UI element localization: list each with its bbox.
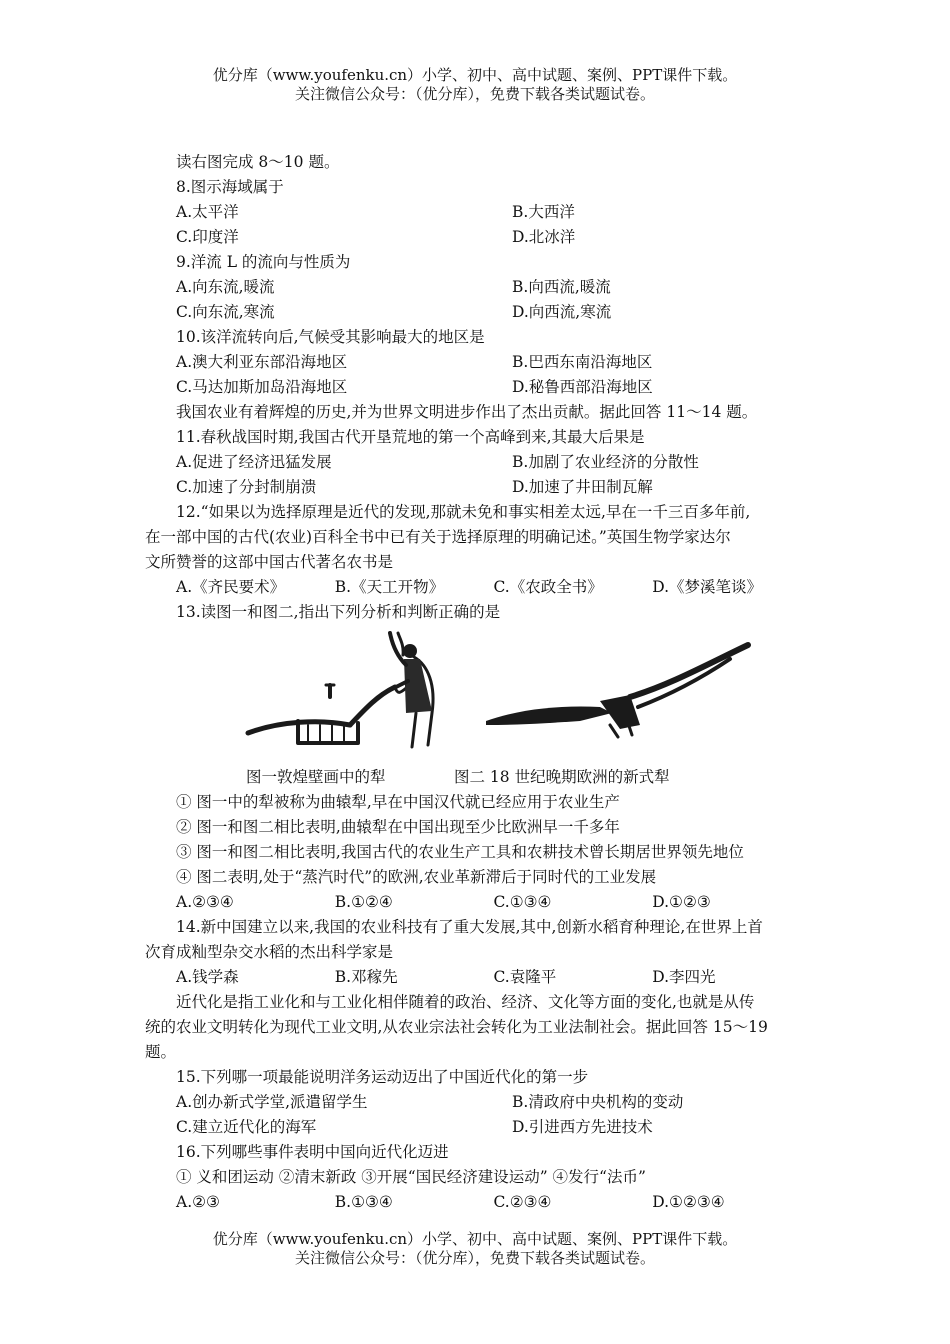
fig1-caption: 图一敦煌壁画中的犁 bbox=[246, 768, 386, 786]
q15-option-a: A.创办新式学堂,派遣留学生 bbox=[176, 1093, 368, 1111]
fig2-caption: 图二 18 世纪晚期欧洲的新式犁 bbox=[454, 768, 670, 786]
q14-option-c: C.袁隆平 bbox=[493, 968, 557, 986]
q13-captions bbox=[145, 765, 811, 790]
intro-15-19-line-2: 统的农业文明转化为现代工业文明,从农业宗法社会转化为工业法制社会。据此回答 15～19 bbox=[145, 1018, 768, 1036]
q14-line-1: 14.新中国建立以来,我国的农业科技有了重大发展,其中,创新水稻育种理论,在世界上首 bbox=[176, 918, 763, 936]
q16-options bbox=[145, 1190, 811, 1215]
q10-option-a: A.澳大利亚东部沿海地区 bbox=[176, 353, 348, 371]
q13-option-a: A.②③④ bbox=[176, 893, 234, 911]
q9-option-a: A.向东流,暖流 bbox=[176, 278, 275, 296]
intro-15-19-line-1: 近代化是指工业化和与工业化相伴随着的政治、经济、文化等方面的变化,也就是从传 bbox=[176, 993, 755, 1011]
ploughman-body-shape bbox=[404, 659, 432, 713]
q15-options-row1 bbox=[145, 1090, 811, 1115]
q8-stem: 8.图示海域属于 bbox=[176, 178, 284, 196]
q10-stem: 10.该洋流转向后,气候受其影响最大的地区是 bbox=[176, 328, 485, 346]
q16-option-d: D.①②③④ bbox=[652, 1193, 725, 1211]
intro-11-14: 我国农业有着辉煌的历史,并为世界文明进步作出了杰出贡献。据此回答 11～14 题。 bbox=[176, 403, 758, 421]
q8-option-b: B.大西洋 bbox=[512, 203, 575, 221]
plough-handle-2-shape bbox=[638, 659, 730, 707]
q13-option-b: B.①②④ bbox=[334, 893, 393, 911]
q13-statement-1: ① 图一中的犁被称为曲辕犁,早在中国汉代就已经应用于农业生产 bbox=[176, 793, 620, 811]
q9-option-b: B.向西流,暖流 bbox=[512, 278, 611, 296]
q11-options-row2 bbox=[145, 475, 811, 500]
q13-statement-4: ④ 图二表明,处于“蒸汽时代”的欧洲,农业革新滞后于同时代的工业发展 bbox=[176, 868, 657, 886]
q14-line-2: 次育成籼型杂交水稻的杰出科学家是 bbox=[145, 943, 394, 961]
exam-content bbox=[145, 150, 811, 1215]
q11-options-row1 bbox=[145, 450, 811, 475]
q8-options-row2 bbox=[145, 225, 811, 250]
q13-options bbox=[145, 890, 811, 915]
q13-statement-3: ③ 图一和图二相比表明,我国古代的农业生产工具和农耕技术曾长期居世界领先地位 bbox=[176, 843, 744, 861]
q11-option-c: C.加速了分封制崩溃 bbox=[176, 478, 317, 496]
footer-line-2: 关注微信公众号：（优分库），免费下载各类试题试卷。 bbox=[294, 1249, 655, 1267]
q9-option-d: D.向西流,寒流 bbox=[512, 303, 612, 321]
header-line-1: 优分库（www.youfenku.cn）小学、初中、高中试题、案例、PPT课件下载。 bbox=[212, 66, 738, 84]
q11-option-a: A.促进了经济迅猛发展 bbox=[176, 453, 332, 471]
q15-stem: 15.下列哪一项最能说明洋务运动迈出了中国近代化的第一步 bbox=[176, 1068, 589, 1086]
q12-line-3: 文所赞誉的这部中国古代著名农书是 bbox=[145, 553, 394, 571]
q12-options bbox=[145, 575, 811, 600]
q14-option-d: D.李四光 bbox=[652, 968, 716, 986]
q11-option-d: D.加速了井田制瓦解 bbox=[512, 478, 653, 496]
q13-option-c: C.①③④ bbox=[493, 893, 552, 911]
q10-options-row2 bbox=[145, 375, 811, 400]
q10-option-d: D.秘鲁西部沿海地区 bbox=[512, 378, 653, 396]
ploughman-head-shape bbox=[403, 644, 417, 658]
q16-option-c: C.②③④ bbox=[493, 1193, 552, 1211]
q10-option-b: B.巴西东南沿海地区 bbox=[512, 353, 653, 371]
q9-options-row1 bbox=[145, 275, 811, 300]
q14-option-b: B.邓稼先 bbox=[334, 968, 398, 986]
q8-option-d: D.北冰洋 bbox=[512, 228, 576, 246]
q9-option-c: C.向东流,寒流 bbox=[176, 303, 275, 321]
q13-option-d: D.①②③ bbox=[652, 893, 711, 911]
page-header bbox=[0, 66, 950, 104]
q8-options-row1 bbox=[145, 200, 811, 225]
q12-option-d: D.《梦溪笔谈》 bbox=[652, 578, 763, 596]
q15-options-row2 bbox=[145, 1115, 811, 1140]
q15-option-b: B.清政府中央机构的变动 bbox=[512, 1093, 684, 1111]
q10-option-c: C.马达加斯加岛沿海地区 bbox=[176, 378, 348, 396]
q9-options-row2 bbox=[145, 300, 811, 325]
q13-stem: 13.读图一和图二,指出下列分析和判断正确的是 bbox=[176, 603, 501, 621]
q12-option-b: B.《天工开物》 bbox=[334, 578, 445, 596]
footer-line-1: 优分库（www.youfenku.cn）小学、初中、高中试题、案例、PPT课件下载。 bbox=[212, 1230, 738, 1248]
q8-option-a: A.太平洋 bbox=[176, 203, 239, 221]
q13-statement-2: ② 图一和图二相比表明,曲辕犁在中国出现至少比欧洲早一千多年 bbox=[176, 818, 620, 836]
q10-options-row1 bbox=[145, 350, 811, 375]
q12-option-a: A.《齐民要术》 bbox=[176, 578, 286, 596]
q12-line-2: 在一部中国的古代(农业)百科全书中已有关于选择原理的明确记述。”英国生物学家达尔 bbox=[145, 528, 731, 546]
q14-options bbox=[145, 965, 811, 990]
q12-option-c: C.《农政全书》 bbox=[493, 578, 603, 596]
q16-statement: ① 义和团运动 ②清末新政 ③开展“国民经济建设运动” ④发行“法币” bbox=[176, 1168, 646, 1186]
plough-share-shape bbox=[486, 707, 612, 725]
q15-option-d: D.引进西方先进技术 bbox=[512, 1118, 653, 1136]
q11-option-b: B.加剧了农业经济的分散性 bbox=[512, 453, 699, 471]
q12-line-1: 12.“如果以为选择原理是近代的发现,那就未免和事实相差太远,早在一千三百多年前, bbox=[176, 503, 751, 521]
q9-stem: 9.洋流 L 的流向与性质为 bbox=[176, 253, 351, 271]
header-line-2: 关注微信公众号：（优分库），免费下载各类试题试卷。 bbox=[294, 85, 655, 103]
q8-option-c: C.印度洋 bbox=[176, 228, 239, 246]
fig2-european-plough-image bbox=[480, 625, 760, 765]
q16-option-a: A.②③ bbox=[176, 1193, 220, 1211]
q11-stem: 11.春秋战国时期,我国古代开垦荒地的第一个高峰到来,其最大后果是 bbox=[176, 428, 645, 446]
intro-15-19-line-3: 题。 bbox=[145, 1043, 177, 1061]
q16-stem: 16.下列哪些事件表明中国向近代化迈进 bbox=[176, 1143, 449, 1161]
q16-option-b: B.①③④ bbox=[334, 1193, 393, 1211]
q14-option-a: A.钱学森 bbox=[176, 968, 239, 986]
page-footer bbox=[0, 1230, 950, 1268]
q13-figures bbox=[145, 625, 811, 765]
q15-option-c: C.建立近代化的海军 bbox=[176, 1118, 317, 1136]
plough-handle-1-shape bbox=[630, 645, 748, 697]
intro-8-10: 读右图完成 8～10 题。 bbox=[176, 153, 340, 171]
fig1-dunhuang-plough-image bbox=[240, 625, 450, 765]
